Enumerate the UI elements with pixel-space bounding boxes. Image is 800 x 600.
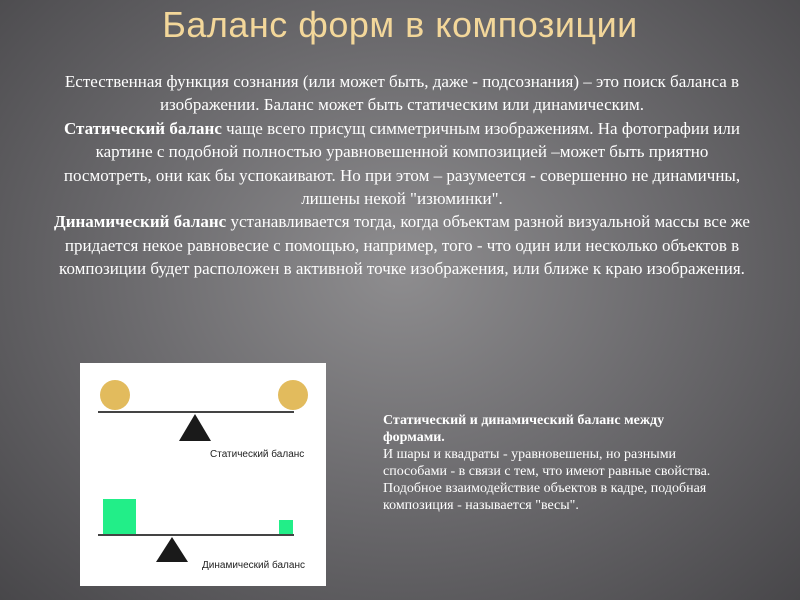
figure-caption bbox=[383, 412, 723, 514]
slide-title: Баланс форм в композиции bbox=[162, 4, 638, 45]
caption-line-2: Подобное взаимодействие объектов в кадре, подобная композиция - называется "весы". bbox=[383, 481, 707, 513]
left-circle bbox=[100, 380, 130, 410]
dynamic-text: устанавливается тогда, когда объектам разной визуальной массы все же придается некое равновесие с помощью, например, того - что один или несколько объектов в композиции будет расположен в активной точке изображения, или ближе к краю изображения. bbox=[59, 212, 750, 279]
static-term: Статический баланс bbox=[64, 118, 222, 138]
balance-diagram bbox=[80, 363, 326, 586]
right-circle bbox=[278, 380, 308, 410]
static-balance-label: Статический баланс bbox=[210, 449, 305, 460]
dynamic-term: Динамический баланс bbox=[54, 212, 227, 232]
balance-figure bbox=[80, 363, 326, 586]
dynamic-fulcrum bbox=[156, 537, 188, 562]
small-square bbox=[279, 520, 293, 535]
static-fulcrum bbox=[179, 414, 211, 441]
dynamic-paragraph bbox=[52, 210, 752, 280]
static-text: чаще всего присущ симметричным изображениям. На фотографии или картине с подобной полностью уравновешенной композицией –может быть приятно посмотреть, они как бы успокаивают. Но при этом – разумеется - совершенно не динамичны, лишены некой "изюминки". bbox=[63, 118, 741, 209]
dynamic-balance-label: Динамический баланс bbox=[202, 560, 305, 571]
large-square bbox=[103, 499, 136, 535]
caption-title: Статический и динамический баланс между формами. bbox=[383, 413, 665, 445]
intro-text: Естественная функция сознания (или может быть, даже - подсознания) – это поиск баланса в изображении. Баланс может быть статическим или динамическим. bbox=[64, 72, 740, 115]
caption-line-1: И шары и квадраты - уравновешены, но разными способами - в связи с тем, что имеют равные свойства. bbox=[383, 447, 711, 479]
static-paragraph bbox=[52, 117, 752, 211]
intro-paragraph bbox=[52, 70, 752, 117]
body-text bbox=[52, 70, 752, 281]
